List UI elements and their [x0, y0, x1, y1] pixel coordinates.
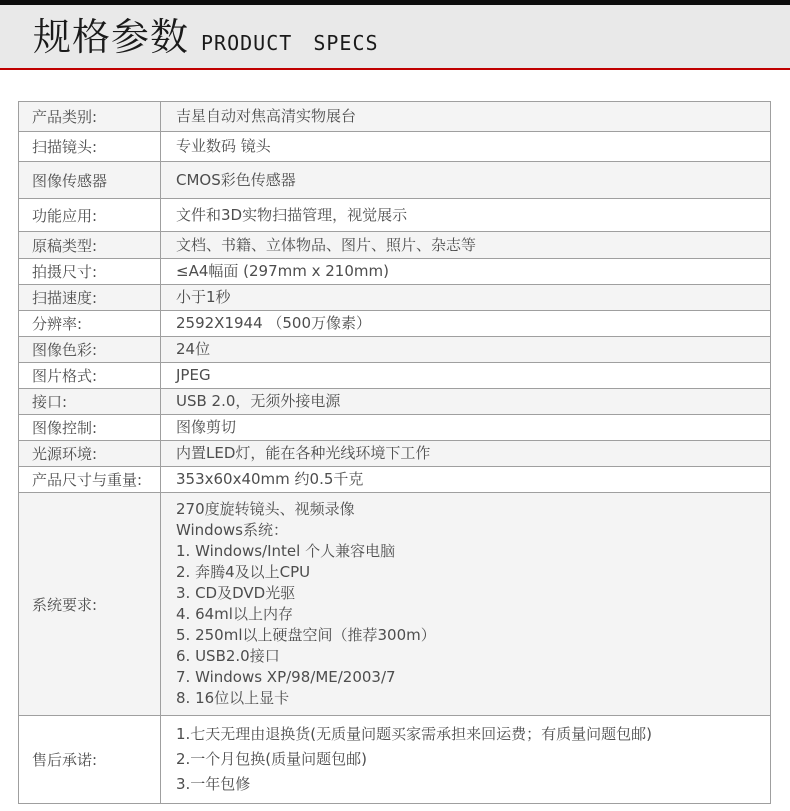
spec-label: 图片格式:: [19, 363, 161, 389]
spec-value-line: 专业数码 镜头: [176, 137, 271, 155]
spec-value-line: USB 2.0，无须外接电源: [176, 392, 341, 410]
spec-value-line: Windows系统：: [176, 521, 288, 539]
spec-value: [161, 493, 771, 716]
spec-label: 售后承诺:: [19, 716, 161, 804]
spec-row: [19, 716, 771, 804]
spec-value-line: JPEG: [176, 366, 211, 384]
spec-value-line: 1. Windows/Intel 个人兼容电脑: [176, 542, 396, 560]
spec-label: 光源环境:: [19, 441, 161, 467]
spec-value-line: 2. 奔腾4及以上CPU: [176, 563, 311, 581]
spec-label: 图像控制:: [19, 415, 161, 441]
spec-row: [19, 415, 771, 441]
spec-value-line: 小于1秒: [176, 288, 231, 306]
spec-label: 产品尺寸与重量:: [19, 467, 161, 493]
spec-row: [19, 259, 771, 285]
spec-value: [161, 199, 771, 232]
spec-label: 功能应用:: [19, 199, 161, 232]
spec-value: [161, 311, 771, 337]
spec-table-body: [19, 102, 771, 804]
spec-value-line: 24位: [176, 340, 211, 358]
spec-label: 扫描速度:: [19, 285, 161, 311]
spec-row: [19, 311, 771, 337]
spec-row: [19, 467, 771, 493]
spec-value: [161, 162, 771, 199]
spec-label: 原稿类型:: [19, 232, 161, 259]
spec-value-line: 353x60x40mm 约0.5千克: [176, 470, 364, 488]
spec-table: [18, 101, 771, 804]
spec-value: [161, 389, 771, 415]
spec-value-line: 图像剪切: [176, 418, 237, 436]
spec-label: 拍摄尺寸:: [19, 259, 161, 285]
spec-value: [161, 337, 771, 363]
spec-row: [19, 285, 771, 311]
spec-value-line: 文件和3D实物扫描管理，视觉展示: [176, 205, 408, 224]
spec-value: [161, 363, 771, 389]
spec-value: [161, 716, 771, 804]
spec-value-line: 内置LED灯，能在各种光线环境下工作: [176, 444, 431, 462]
spec-value: [161, 232, 771, 259]
spec-value: [161, 441, 771, 467]
spec-value-line: 2.一个月包换(质量问题包邮): [176, 750, 368, 768]
spec-value: [161, 259, 771, 285]
spec-value-line: 吉星自动对焦高清实物展台: [176, 107, 357, 125]
spec-row: [19, 441, 771, 467]
spec-row: [19, 363, 771, 389]
spec-value-line: 7. Windows XP/98/ME/2003/7: [176, 668, 396, 686]
spec-value: [161, 467, 771, 493]
spec-row: [19, 162, 771, 199]
spec-label: 扫描镜头:: [19, 132, 161, 162]
spec-label: 图像色彩:: [19, 337, 161, 363]
spec-value: [161, 285, 771, 311]
spec-value-line: 3. CD及DVD光驱: [176, 584, 296, 602]
spec-row: [19, 199, 771, 232]
spec-row: [19, 337, 771, 363]
spec-row: [19, 102, 771, 132]
spec-row: [19, 132, 771, 162]
spec-value-line: 2592X1944 （500万像素）: [176, 314, 372, 332]
spec-value-line: 270度旋转镜头、视频录像: [176, 500, 355, 518]
spec-label: 系统要求:: [19, 493, 161, 716]
spec-label: 产品类别:: [19, 102, 161, 132]
spec-value-line: 8. 16位以上显卡: [176, 689, 290, 707]
section-title-cn: 规格参数: [33, 15, 190, 59]
spec-value: [161, 132, 771, 162]
spec-value-line: 文档、书籍、立体物品、图片、照片、杂志等: [176, 235, 477, 254]
section-header: [0, 5, 790, 70]
spec-value-line: ≤A4幅面 (297mm x 210mm): [176, 262, 389, 280]
spec-label: 接口:: [19, 389, 161, 415]
section-title-en: PRODUCT SPECS: [201, 31, 379, 55]
spec-row: [19, 232, 771, 259]
spec-value-line: 5. 250ml以上硬盘空间（推荐300m）: [176, 626, 436, 644]
spec-value-line: 1.七天无理由退换货(无质量问题买家需承担来回运费；有质量问题包邮): [176, 725, 653, 743]
spec-value: [161, 102, 771, 132]
spec-value-line: 4. 64ml以上内存: [176, 605, 293, 623]
spec-value-line: 6. USB2.0接口: [176, 647, 280, 665]
spec-value: [161, 415, 771, 441]
spec-label: 图像传感器: [19, 162, 161, 199]
spec-row: [19, 389, 771, 415]
spec-label: 分辨率:: [19, 311, 161, 337]
spec-value-line: CMOS彩色传感器: [176, 170, 296, 189]
spec-row: [19, 493, 771, 716]
spec-value-line: 3.一年包修: [176, 775, 251, 793]
